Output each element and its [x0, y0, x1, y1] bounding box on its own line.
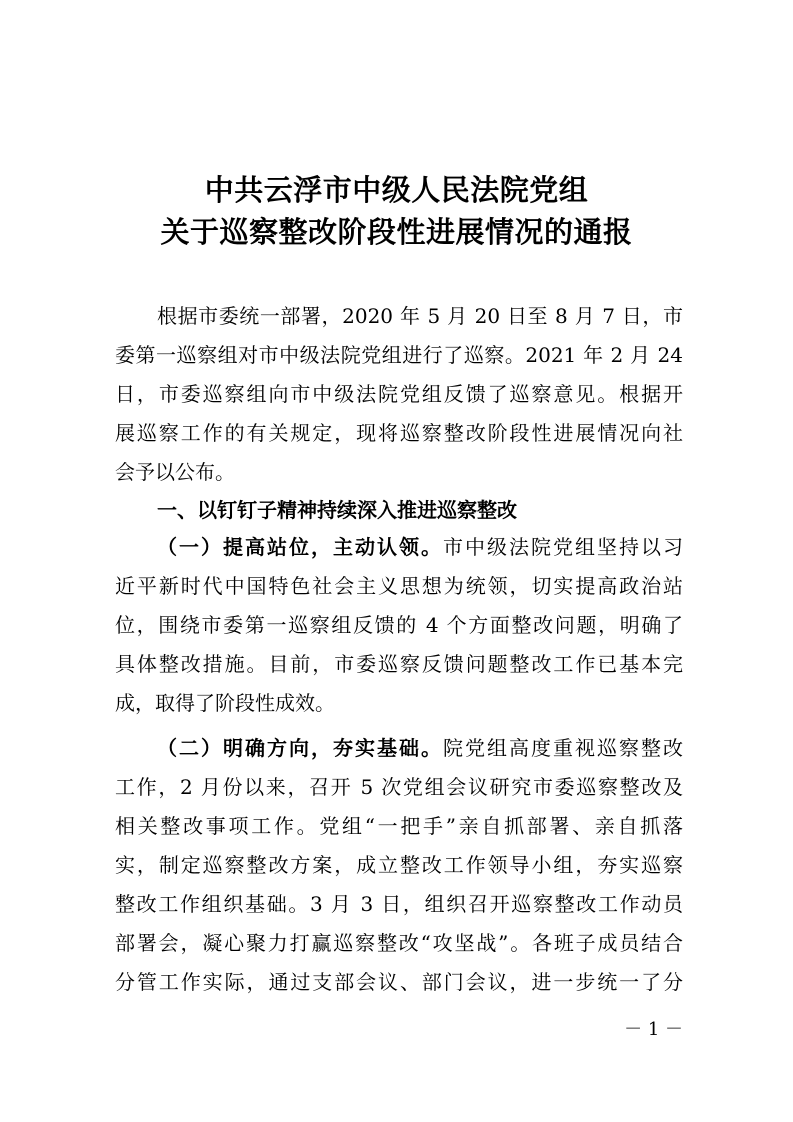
intro-line: 会予以公布。	[115, 460, 235, 484]
subsection-1-line: 成，取得了阶段性成效。	[115, 691, 335, 715]
subsection-2-line: 分管工作实际，通过支部会议、部门会议，进一步统一了分	[115, 970, 683, 994]
subsection-2-label: （二）明确方向，夯实基础。	[157, 736, 443, 760]
intro-line: 日，市委巡察组向市中级法院党组反馈了巡察意见。根据开	[115, 382, 683, 406]
subsection-2-line: 整改工作组织基础。3 月 3 日，组织召开巡察整改工作动员	[115, 892, 683, 916]
subsection-1-paragraph	[115, 528, 683, 723]
subsection-1-line: 位，围绕市委第一巡察组反馈的 4 个方面整改问题，明确了	[115, 613, 683, 637]
intro-line: 展巡察工作的有关规定，现将巡察整改阶段性进展情况向社	[115, 421, 683, 445]
subsection-1-first-line-text: 市中级法院党组坚持以习	[443, 535, 683, 559]
subsection-2-line: 部署会，凝心聚力打赢巡察整改“攻坚战”。各班子成员结合	[115, 931, 683, 955]
document-title-line-1: 中共云浮市中级人民法院党组	[204, 173, 589, 207]
subsection-1-line: 具体整改措施。目前，市委巡察反馈问题整改工作已基本完	[115, 652, 683, 676]
section-1-heading: 一、以钉钉子精神持续深入推进巡察整改	[157, 498, 517, 522]
subsection-1-label: （一）提高站位，主动认领。	[157, 535, 443, 559]
intro-line: 根据市委统一部署，2020 年 5 月 20 日至 8 月 7 日，市	[157, 304, 683, 328]
page-number: － 1 －	[624, 1019, 683, 1040]
subsection-1-line: 近平新时代中国特色社会主义思想为统领，切实提高政治站	[115, 574, 683, 598]
intro-paragraph	[115, 297, 683, 492]
subsection-2-line: 工作，2 月份以来，召开 5 次党组会议研究市委巡察整改及	[115, 775, 683, 799]
subsection-2-line: 实，制定巡察整改方案，成立整改工作领导小组，夯实巡察	[115, 853, 683, 877]
subsection-2-line: 相关整改事项工作。党组“一把手”亲自抓部署、亲自抓落	[115, 814, 683, 838]
subsection-2-first-line	[115, 729, 683, 768]
subsection-2-first-line-text: 院党组高度重视巡察整改	[443, 736, 683, 760]
subsection-1-first-line	[115, 528, 683, 567]
subsection-2-paragraph	[115, 729, 683, 1002]
document-title-line-2: 关于巡察整改阶段性进展情况的通报	[160, 215, 633, 249]
intro-line: 委第一巡察组对市中级法院党组进行了巡察。2021 年 2 月 24	[115, 343, 683, 367]
